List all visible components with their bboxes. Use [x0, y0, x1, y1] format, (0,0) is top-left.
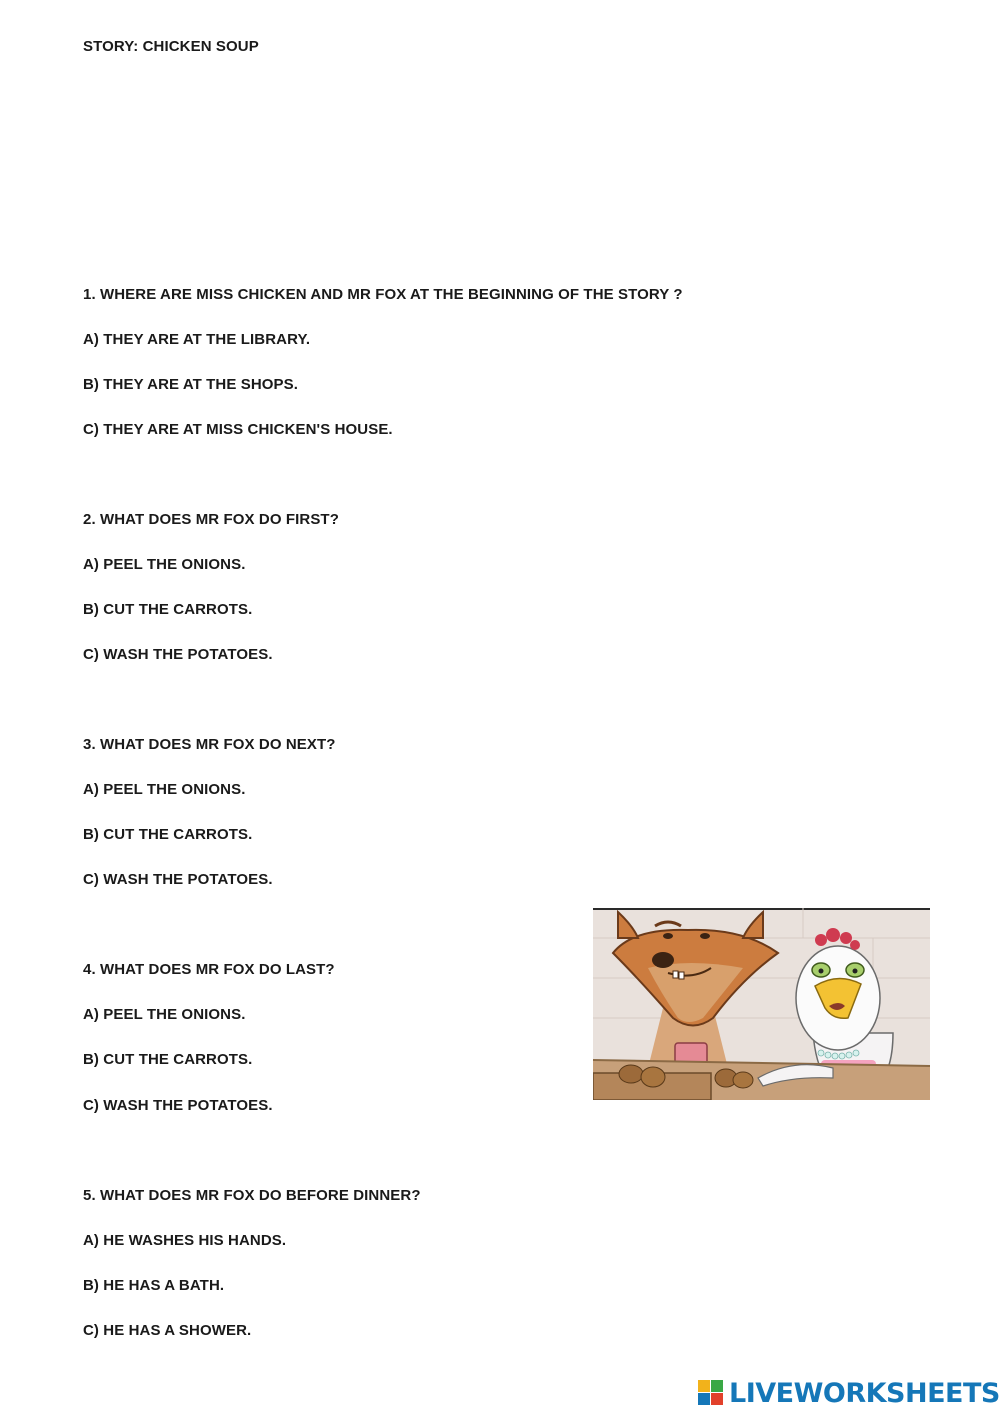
question-4-option-b[interactable]: B) CUT THE CARROTS. — [83, 1051, 253, 1068]
question-5-option-c[interactable]: C) HE HAS A SHOWER. — [83, 1322, 252, 1339]
question-1-text: 1. WHERE ARE MISS CHICKEN AND MR FOX AT THE BEGINNING OF THE STORY ? — [83, 286, 683, 303]
liveworksheets-brand-text: LIVEWORKSHEETS — [729, 1377, 1000, 1409]
question-2-option-a[interactable]: A) PEEL THE ONIONS. — [83, 556, 246, 573]
liveworksheets-logo-icon — [698, 1378, 724, 1408]
question-3-option-a[interactable]: A) PEEL THE ONIONS. — [83, 781, 246, 798]
question-3-option-b[interactable]: B) CUT THE CARROTS. — [83, 826, 253, 843]
question-5-option-a[interactable]: A) HE WASHES HIS HANDS. — [83, 1232, 287, 1249]
question-2-text: 2. WHAT DOES MR FOX DO FIRST? — [83, 511, 339, 528]
question-1-option-c[interactable]: C) THEY ARE AT MISS CHICKEN'S HOUSE. — [83, 421, 393, 438]
question-4-text: 4. WHAT DOES MR FOX DO LAST? — [83, 961, 335, 978]
question-2-option-c[interactable]: C) WASH THE POTATOES. — [83, 646, 273, 663]
question-5-option-b[interactable]: B) HE HAS A BATH. — [83, 1277, 225, 1294]
question-1-option-a[interactable]: A) THEY ARE AT THE LIBRARY. — [83, 331, 311, 348]
fox-and-chicken-illustration — [593, 908, 930, 1100]
question-4-option-a[interactable]: A) PEEL THE ONIONS. — [83, 1006, 246, 1023]
question-3-option-c[interactable]: C) WASH THE POTATOES. — [83, 871, 273, 888]
question-5-text: 5. WHAT DOES MR FOX DO BEFORE DINNER? — [83, 1187, 421, 1204]
question-2-option-b[interactable]: B) CUT THE CARROTS. — [83, 601, 253, 618]
question-1-option-b[interactable]: B) THEY ARE AT THE SHOPS. — [83, 376, 299, 393]
liveworksheets-brand — [698, 1376, 1000, 1410]
worksheet-title: STORY: CHICKEN SOUP — [83, 38, 259, 55]
question-4-option-c[interactable]: C) WASH THE POTATOES. — [83, 1097, 273, 1114]
question-3-text: 3. WHAT DOES MR FOX DO NEXT? — [83, 736, 336, 753]
